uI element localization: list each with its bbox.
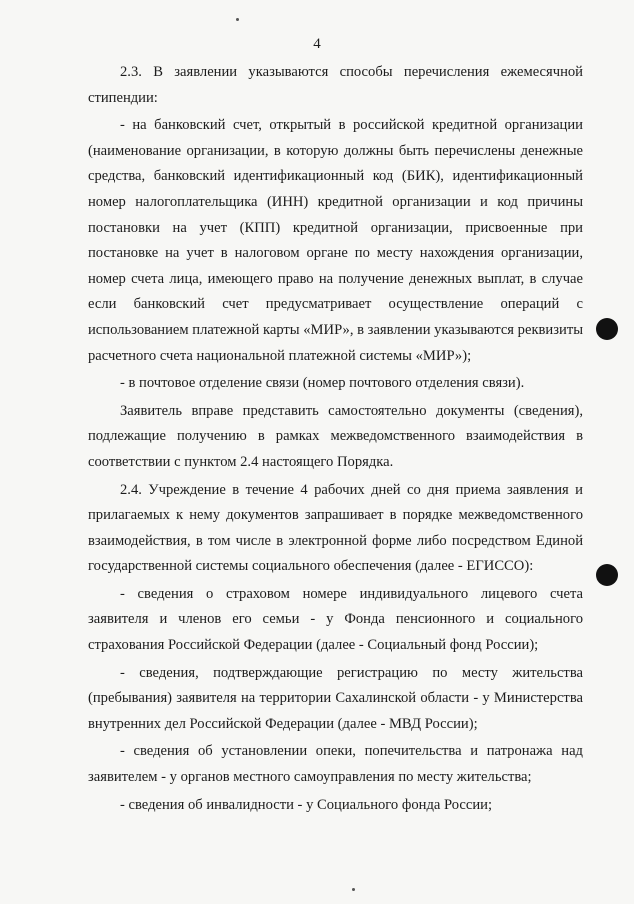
punch-hole-mark [596, 318, 618, 340]
scan-speck [236, 18, 239, 21]
punch-hole-mark [596, 564, 618, 586]
paragraph-bank-account: - на банковский счет, открытый в российской кредитной организации (наименование организации, в которую должны быть перечислены денежные средства, банковский идентификационный код (БИК), идентификационный номер налогоплательщика (ИНН) кредитной организации и код причины постановки на учет (КПП) кредитной организации, присвоенные при постановке на учет в налоговом органе по месту нахождения организации, номер счета лица, имеющего право на получение денежных выплат, в случае если банковский счет предусматривает осуществление операций с использованием платежной карты «МИР», в заявлении указываются реквизиты расчетного счета национальной платежной системы «МИР»); [88, 117, 583, 364]
paragraph-post-office: - в почтовое отделение связи (номер почтового отделения связи). [120, 375, 525, 392]
paragraph-snils: - сведения о страховом номере индивидуального лицевого счета заявителя и членов его семьи - у Фонда пенсионного и социального страхования Российской Федерации (далее - Социальный фонд России); [88, 585, 583, 654]
document-body [88, 60, 583, 820]
paragraph-applicant-right: Заявитель вправе представить самостоятельно документы (сведения), подлежащие получению в рамках межведомственного взаимодействия в соответствии с пунктом 2.4 настоящего Порядка. [88, 402, 583, 470]
page-number: 4 [313, 36, 321, 52]
paragraph-disability: - сведения об инвалидности - у Социального фонда России; [120, 796, 493, 813]
paragraph-guardianship: - сведения об установлении опеки, попечительства и патронажа над заявителем - у органов местного самоуправления по месту жительства; [88, 743, 583, 786]
paragraph-2-4: 2.4. Учреждение в течение 4 рабочих дней со дня приема заявления и прилагаемых к нему документов запрашивает в порядке межведомственного взаимодействия, в том числе в электронной форме либо посредством Единой государственной системы социального обеспечения (далее - ЕГИССО): [88, 481, 583, 575]
paragraph-registration: - сведения, подтверждающие регистрацию по месту жительства (пребывания) заявителя на территории Сахалинской области - у Министерства внутренних дел Российской Федерации (далее - МВД России); [88, 664, 583, 732]
paragraph-2-3: 2.3. В заявлении указываются способы перечисления ежемесячной стипендии: [88, 64, 583, 106]
scan-speck [352, 888, 355, 891]
